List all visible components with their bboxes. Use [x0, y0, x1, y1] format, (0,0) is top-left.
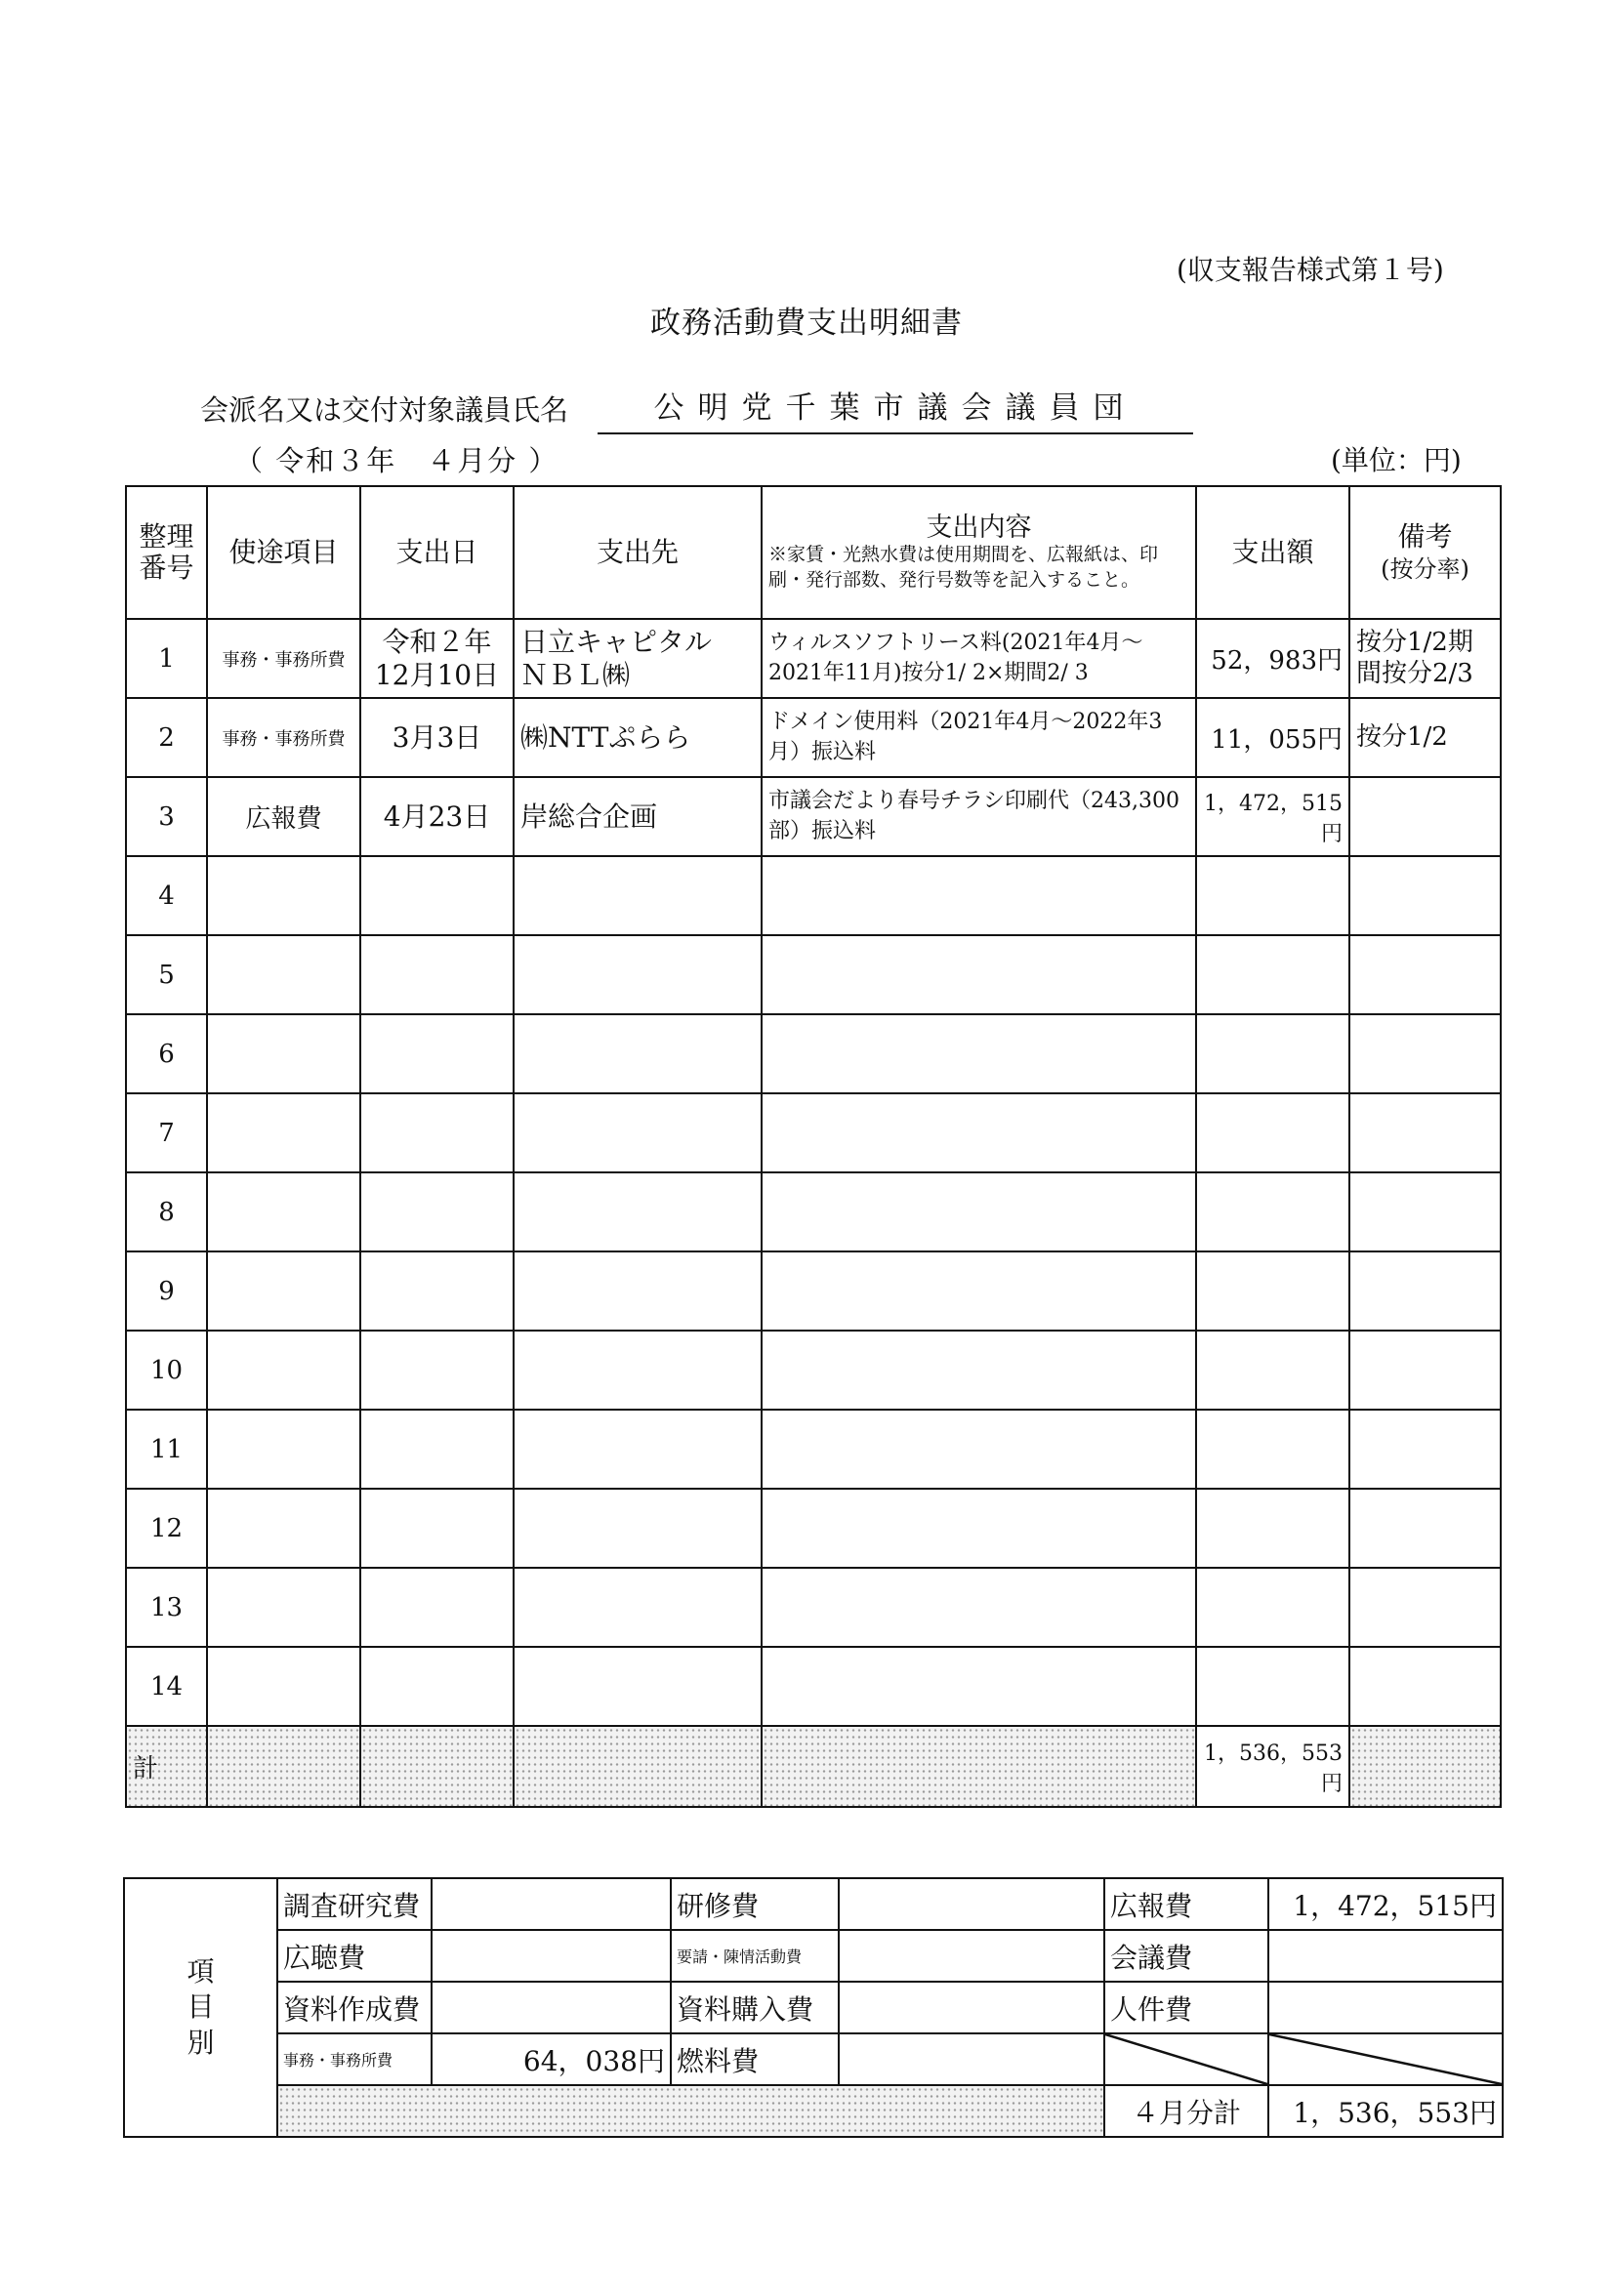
- row-amount: [1196, 1172, 1349, 1251]
- reporting-period: （ 令和３年 ４月分 ）: [234, 444, 559, 477]
- row-remarks: [1349, 1093, 1501, 1172]
- summary-fuel-label: 燃料費: [671, 2033, 839, 2085]
- row-remarks: [1349, 1014, 1501, 1093]
- category-summary-table: [123, 1877, 1504, 2138]
- summary-pr-amount: 1，472，515円: [1268, 1878, 1503, 1930]
- row-amount: [1196, 1014, 1349, 1093]
- summary-materials-prep-label: 資料作成費: [277, 1982, 432, 2033]
- row-category: [207, 856, 360, 935]
- summary-blank-diagonal: [1104, 2033, 1268, 2085]
- row-category: [207, 1251, 360, 1331]
- summary-research-amount: [432, 1878, 671, 1930]
- row-payee: 日立キャピタル ＮＢＬ㈱: [514, 619, 762, 698]
- row-date: [360, 1251, 514, 1331]
- row-date: 令和２年 12月10日: [360, 619, 514, 698]
- table-row: [126, 777, 1501, 856]
- row-no: 9: [126, 1251, 207, 1331]
- unit-label: (単位：円): [1331, 444, 1462, 476]
- row-content: [762, 1331, 1196, 1410]
- row-date: 3月3日: [360, 698, 514, 777]
- row-date: [360, 935, 514, 1014]
- summary-training-amount: [839, 1878, 1104, 1930]
- row-content: [762, 1489, 1196, 1568]
- header-payee: 支出先: [514, 486, 762, 619]
- row-no: 2: [126, 698, 207, 777]
- header-date: 支出日: [360, 486, 514, 619]
- row-payee: [514, 1331, 762, 1410]
- header-content-note: ※家賃・光熱水費は使用期間を、広報紙は、印刷・発行部数、発行号数等を記入すること。: [768, 543, 1159, 591]
- row-date: [360, 1331, 514, 1410]
- summary-personnel-label: 人件費: [1104, 1982, 1268, 2033]
- summary-hearing-label: 広聴費: [277, 1930, 432, 1982]
- row-date: [360, 1568, 514, 1647]
- total-label: 計: [126, 1726, 207, 1807]
- row-payee: [514, 1014, 762, 1093]
- row-no: 1: [126, 619, 207, 698]
- row-category: 広報費: [207, 777, 360, 856]
- row-content: ウィルスソフトリース料(2021年4月～2021年11月)按分1/ 2×期間2/ 3: [762, 619, 1196, 698]
- row-content: [762, 1093, 1196, 1172]
- row-content: [762, 1410, 1196, 1489]
- row-remarks: 按分1/2期 間按分2/3: [1349, 619, 1501, 698]
- table-header-row: [126, 486, 1501, 619]
- total-filler: [762, 1726, 1196, 1807]
- row-no: 14: [126, 1647, 207, 1726]
- row-no: 11: [126, 1410, 207, 1489]
- row-remarks: [1349, 1331, 1501, 1410]
- row-payee: [514, 856, 762, 935]
- row-remarks: [1349, 1647, 1501, 1726]
- row-content: [762, 1014, 1196, 1093]
- table-row: [126, 1568, 1501, 1647]
- summary-hearing-amount: [432, 1930, 671, 1982]
- total-filler: [207, 1726, 360, 1807]
- row-date: [360, 1014, 514, 1093]
- row-content: [762, 1172, 1196, 1251]
- table-row: [126, 1172, 1501, 1251]
- summary-petition-label: 要請・陳情活動費: [671, 1930, 839, 1982]
- total-amount: 1，536，553円: [1196, 1726, 1349, 1807]
- summary-office-label: 事務・事務所費: [277, 2033, 432, 2085]
- summary-petition-amount: [839, 1930, 1104, 1982]
- table-row: [126, 935, 1501, 1014]
- row-amount: [1196, 1251, 1349, 1331]
- row-category: 事務・事務所費: [207, 619, 360, 698]
- row-date: [360, 1647, 514, 1726]
- summary-materials-purchase-amount: [839, 1982, 1104, 2033]
- row-content: ドメイン使用料（2021年4月～2022年3月）振込料: [762, 698, 1196, 777]
- row-no: 4: [126, 856, 207, 935]
- document-title: 政務活動費支出明細書: [650, 306, 963, 341]
- header-remarks: [1349, 486, 1501, 619]
- row-no: 3: [126, 777, 207, 856]
- summary-meeting-label: 会議費: [1104, 1930, 1268, 1982]
- total-filler: [360, 1726, 514, 1807]
- row-content: [762, 1647, 1196, 1726]
- row-category: [207, 1014, 360, 1093]
- summary-personnel-amount: [1268, 1982, 1503, 2033]
- summary-research-label: 調査研究費: [277, 1878, 432, 1930]
- row-remarks: [1349, 1251, 1501, 1331]
- summary-fuel-amount: [839, 2033, 1104, 2085]
- row-content: 市議会だより春号チラシ印刷代（243,300部）振込料: [762, 777, 1196, 856]
- row-remarks: [1349, 1410, 1501, 1489]
- table-row: [126, 1489, 1501, 1568]
- row-category: [207, 935, 360, 1014]
- total-filler: [1349, 1726, 1501, 1807]
- row-no: 8: [126, 1172, 207, 1251]
- row-amount: [1196, 1093, 1349, 1172]
- row-amount: [1196, 856, 1349, 935]
- row-amount: [1196, 1647, 1349, 1726]
- table-row: [126, 1331, 1501, 1410]
- row-date: [360, 1410, 514, 1489]
- summary-month-total-label: ４月分計: [1104, 2085, 1268, 2137]
- row-remarks: [1349, 1172, 1501, 1251]
- row-remarks: [1349, 935, 1501, 1014]
- summary-materials-prep-amount: [432, 1982, 671, 2033]
- header-amount: 支出額: [1196, 486, 1349, 619]
- expense-detail-table: [125, 485, 1502, 1808]
- row-payee: [514, 1093, 762, 1172]
- row-category: 事務・事務所費: [207, 698, 360, 777]
- row-category: [207, 1647, 360, 1726]
- row-no: 5: [126, 935, 207, 1014]
- table-row: [126, 856, 1501, 935]
- row-amount: 11，055円: [1196, 698, 1349, 777]
- row-category: [207, 1489, 360, 1568]
- row-payee: [514, 935, 762, 1014]
- header-no: 整理 番号: [126, 486, 207, 619]
- row-no: 6: [126, 1014, 207, 1093]
- row-payee: ㈱NTTぷらら: [514, 698, 762, 777]
- row-payee: [514, 1251, 762, 1331]
- form-number: (収支報告様式第１号): [1177, 254, 1444, 286]
- row-no: 13: [126, 1568, 207, 1647]
- summary-pr-label: 広報費: [1104, 1878, 1268, 1930]
- row-payee: [514, 1410, 762, 1489]
- summary-blank-diagonal: [1268, 2033, 1503, 2085]
- row-category: [207, 1568, 360, 1647]
- table-row: [126, 1014, 1501, 1093]
- row-remarks: [1349, 856, 1501, 935]
- row-amount: [1196, 1489, 1349, 1568]
- row-payee: [514, 1647, 762, 1726]
- row-date: [360, 1172, 514, 1251]
- table-row: [126, 1410, 1501, 1489]
- row-payee: [514, 1568, 762, 1647]
- header-content: [762, 486, 1196, 619]
- summary-blank-stippled: [277, 2085, 1104, 2137]
- row-amount: [1196, 1568, 1349, 1647]
- group-name-label: 会派名又は交付対象議員氏名: [200, 393, 569, 427]
- row-payee: [514, 1172, 762, 1251]
- header-category: 使途項目: [207, 486, 360, 619]
- row-remarks: 按分1/2: [1349, 698, 1501, 777]
- row-content: [762, 1251, 1196, 1331]
- total-filler: [514, 1726, 762, 1807]
- header-content-title: 支出内容: [926, 512, 1032, 543]
- row-remarks: [1349, 1568, 1501, 1647]
- row-payee: [514, 1489, 762, 1568]
- summary-month-total-amount: 1，536，553円: [1268, 2085, 1503, 2137]
- row-content: [762, 856, 1196, 935]
- header-remarks-sub: (按分率): [1381, 555, 1469, 583]
- row-date: 4月23日: [360, 777, 514, 856]
- header-remarks-title: 備考: [1397, 519, 1453, 553]
- row-category: [207, 1331, 360, 1410]
- row-content: [762, 1568, 1196, 1647]
- row-no: 12: [126, 1489, 207, 1568]
- table-row: [126, 1093, 1501, 1172]
- row-amount: [1196, 1331, 1349, 1410]
- summary-office-amount: 64，038円: [432, 2033, 671, 2085]
- table-row: [126, 1251, 1501, 1331]
- row-remarks: [1349, 1489, 1501, 1568]
- row-amount: [1196, 935, 1349, 1014]
- row-no: 10: [126, 1331, 207, 1410]
- table-row: [126, 619, 1501, 698]
- summary-meeting-amount: [1268, 1930, 1503, 1982]
- table-row: [126, 1647, 1501, 1726]
- row-amount: 52，983円: [1196, 619, 1349, 698]
- summary-training-label: 研修費: [671, 1878, 839, 1930]
- row-content: [762, 935, 1196, 1014]
- row-category: [207, 1410, 360, 1489]
- row-category: [207, 1172, 360, 1251]
- row-date: [360, 856, 514, 935]
- group-name: 公明党千葉市議会議員団: [598, 383, 1193, 434]
- row-category: [207, 1093, 360, 1172]
- row-amount: 1，472，515円: [1196, 777, 1349, 856]
- summary-section-label: 項 目 別: [124, 1878, 277, 2137]
- row-payee: 岸総合企画: [514, 777, 762, 856]
- table-row: [126, 698, 1501, 777]
- total-row: [126, 1726, 1501, 1807]
- row-amount: [1196, 1410, 1349, 1489]
- row-remarks: [1349, 777, 1501, 856]
- row-date: [360, 1093, 514, 1172]
- row-date: [360, 1489, 514, 1568]
- summary-materials-purchase-label: 資料購入費: [671, 1982, 839, 2033]
- row-no: 7: [126, 1093, 207, 1172]
